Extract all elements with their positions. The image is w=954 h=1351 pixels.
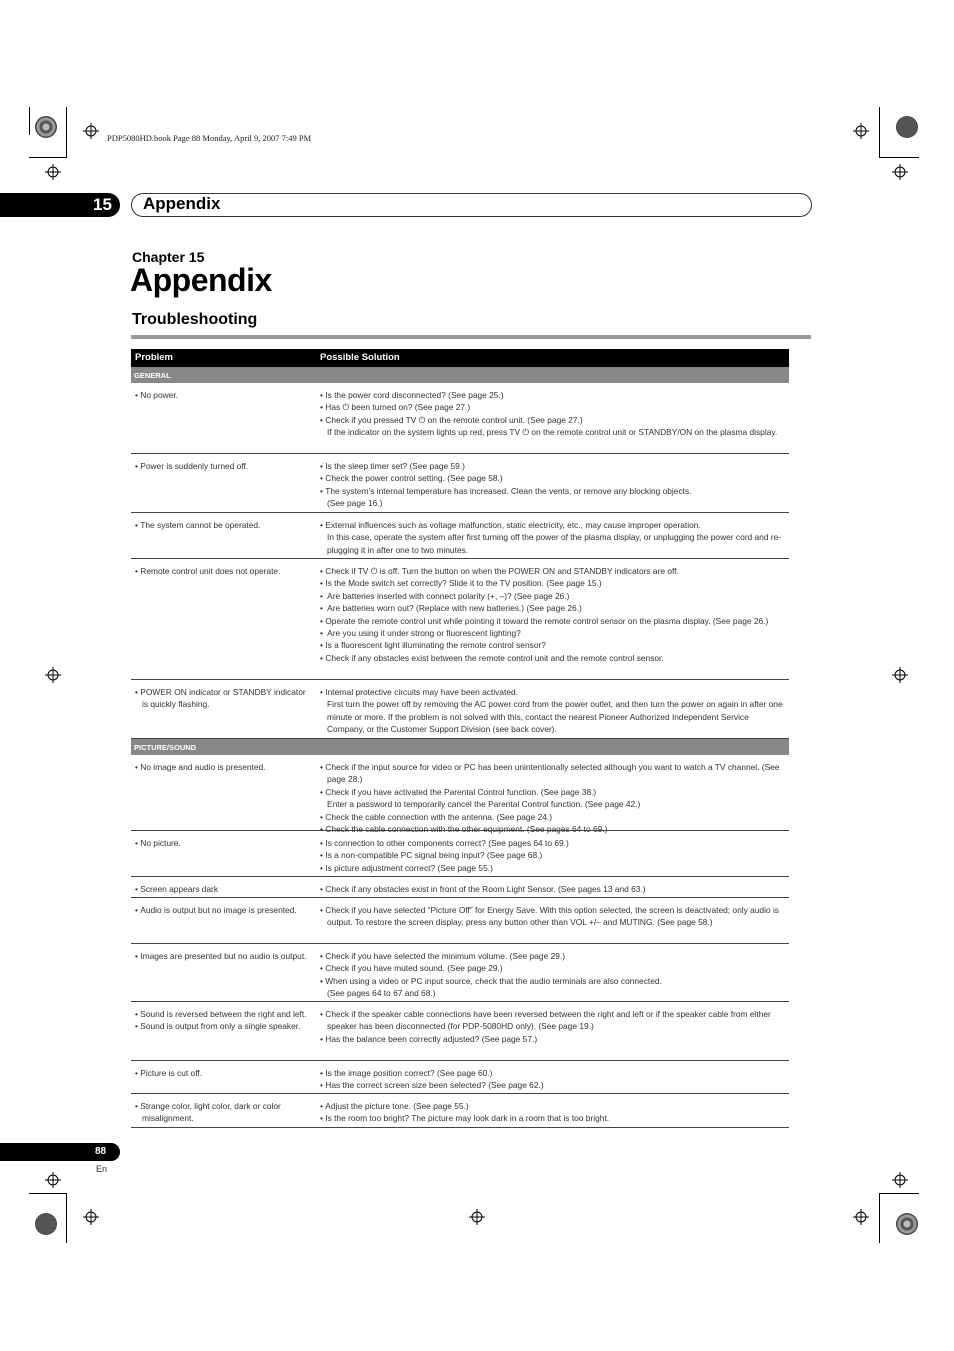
table-header xyxy=(131,349,789,367)
solution-text: • Check if you pressed TV ⏻ on the remote control unit. (See page 27.) xyxy=(320,414,788,426)
solution-text: • Internal protective circuits may have been activated. xyxy=(320,686,788,698)
registration-mark-icon xyxy=(469,1209,485,1225)
registration-mark-icon xyxy=(45,164,61,180)
category-bar xyxy=(131,739,789,755)
problem-cell xyxy=(135,389,313,401)
book-slug-line: PDP5080HD.book Page 88 Monday, April 9, 2007 7:49 PM xyxy=(107,133,312,143)
category-label: PICTURE/SOUND xyxy=(134,743,197,752)
column-header-problem: Problem xyxy=(135,352,174,363)
table-row xyxy=(131,1094,789,1128)
solution-text: • Are you using it under strong or fluorescent lighting? xyxy=(320,627,788,639)
solution-text: • Is the Mode switch set correctly? Slide it to the TV position. (See page 15.) xyxy=(320,577,788,589)
table-row xyxy=(131,1061,789,1094)
problem-cell xyxy=(135,1100,313,1125)
solution-text: • The system’s internal temperature has increased. Clean the vents, or remove any blocking objects. xyxy=(320,485,788,497)
solution-text: • Check if any obstacles exist in front of the Room Light Sensor. (See pages 13 and 63.) xyxy=(320,883,788,895)
troubleshooting-table xyxy=(131,349,789,1128)
solution-cell xyxy=(320,565,788,664)
solution-text: • When using a video or PC input source, check that the audio terminals are also connected. xyxy=(320,975,788,987)
solution-cell xyxy=(320,883,788,895)
solution-text: • Has ⏻ been turned on? (See page 27.) xyxy=(320,401,788,413)
color-bar-rosette xyxy=(896,1213,918,1235)
solution-text: First turn the power off by removing the AC power cord from the power outlet, and then turn the power on again in after one minute or more. If the problem is not solved with this, contact the nearest Pioneer Authorized Independent Service Company, or the Customer Support Division (see back cover). xyxy=(327,699,783,735)
registration-mark-icon xyxy=(45,1172,61,1188)
solution-text: (See pages 64 to 67 and 68.) xyxy=(327,988,436,999)
problem-text: • Sound is reversed between the right and left. xyxy=(135,1008,313,1020)
table-row xyxy=(131,831,789,877)
solution-text: • Has the correct screen size been selected? (See page 62.) xyxy=(320,1079,788,1091)
solution-cell xyxy=(320,1067,788,1092)
chapter-number: 15 xyxy=(93,195,112,214)
table-row xyxy=(131,898,789,944)
solution-text: • Check if you have activated the Parental Control function. (See page 38.) xyxy=(320,786,788,798)
solution-text: • Check if you have selected “Picture Off” for Energy Save. With this option selected, the screen is deactivated; only audio is output. To restore the screen display, press any button other than VOL +/– and MUTING. (See page 58.) xyxy=(320,904,788,929)
category-label: GENERAL xyxy=(134,371,171,380)
solution-text: • Check the cable connection with the other equipment. (See pages 64 to 69.) xyxy=(320,823,788,835)
table-row xyxy=(131,680,789,739)
problem-cell xyxy=(135,1067,313,1079)
solution-text: • Is connection to other components correct? (See pages 64 to 69.) xyxy=(320,837,788,849)
solution-text: • Is a non-compatible PC signal being input? (See page 68.) xyxy=(320,849,788,861)
problem-cell xyxy=(135,761,313,773)
solution-cell xyxy=(320,519,788,556)
problem-cell xyxy=(135,1008,313,1033)
problem-text: • Strange color, light color, dark or color misalignment. xyxy=(135,1100,313,1125)
registration-mark-icon xyxy=(853,123,869,139)
solution-cell xyxy=(320,1008,788,1045)
solution-text: If the indicator on the system lights up red, press TV ⏻ on the remote control unit or STANDBY/ON on the plasma display. xyxy=(327,427,778,438)
table-row xyxy=(131,755,789,835)
running-header-title: Appendix xyxy=(143,194,221,213)
table-row xyxy=(131,944,789,1002)
solution-text: • Adjust the picture tone. (See page 55.) xyxy=(320,1100,788,1112)
solution-text: • External influences such as voltage malfunction, static electricity, etc., may cause improper operation. xyxy=(320,519,788,531)
solution-text: • Is the power cord disconnected? (See page 25.) xyxy=(320,389,788,401)
registration-mark-icon xyxy=(83,1209,99,1225)
table-row xyxy=(131,513,789,559)
solution-text: • Is the sleep timer set? (See page 59.) xyxy=(320,460,788,472)
solution-text: • Check if the speaker cable connections have been reversed between the right and left or if the speaker cable from either speaker has been disconnected (for PDP-5080HD only). (See page 19.) xyxy=(320,1008,788,1033)
problem-text: • The system cannot be operated. xyxy=(135,519,313,531)
solution-text: (See page 16.) xyxy=(327,498,383,509)
problem-cell xyxy=(135,519,313,531)
problem-text: • No power. xyxy=(135,389,313,401)
solution-text: • Check if TV ⏻ is off. Turn the button on when the POWER ON and STANDBY indicators are off. xyxy=(320,565,788,577)
problem-cell xyxy=(135,950,313,962)
section-title: Troubleshooting xyxy=(132,311,258,328)
solution-cell xyxy=(320,389,788,439)
solution-text: • Is the image position correct? (See page 60.) xyxy=(320,1067,788,1079)
solution-text: • Has the balance been correctly adjusted? (See page 57.) xyxy=(320,1033,788,1045)
solution-text: • Is a fluorescent light illuminating the remote control sensor? xyxy=(320,639,788,651)
category-bar xyxy=(131,367,789,383)
solution-text: • Is the room too bright? The picture may look dark in a room that is too bright. xyxy=(320,1112,788,1124)
problem-text: • No image and audio is presented. xyxy=(135,761,313,773)
problem-cell xyxy=(135,837,313,849)
solution-text: • Is picture adjustment correct? (See page 55.) xyxy=(320,862,788,874)
registration-mark-icon xyxy=(83,123,99,139)
registration-mark-icon xyxy=(853,1209,869,1225)
problem-text: • No picture. xyxy=(135,837,313,849)
table-row xyxy=(131,559,789,680)
solution-text: • Check the cable connection with the antenna. (See page 24.) xyxy=(320,811,788,823)
solution-text: • Check if the input source for video or PC has been unintentionally selected although you want to watch a TV channel. (See page 28.) xyxy=(320,761,788,786)
solution-cell xyxy=(320,837,788,874)
solution-cell xyxy=(320,460,788,510)
column-header-solution: Possible Solution xyxy=(320,352,400,363)
problem-text: • Sound is output from only a single speaker. xyxy=(135,1020,313,1032)
solution-text: In this case, operate the system after first turning off the power of the plasma display, or unplugging the power cord and re-plugging it in after one to two minutes. xyxy=(327,532,782,555)
page-number: 88 xyxy=(95,1146,107,1157)
problem-text: • Audio is output but no image is presented. xyxy=(135,904,313,916)
solution-cell xyxy=(320,904,788,929)
registration-mark-icon xyxy=(892,1172,908,1188)
problem-text: • Picture is cut off. xyxy=(135,1067,313,1079)
problem-cell xyxy=(135,883,313,895)
solution-text: • Are batteries inserted with connect polarity (+, –)? (See page 26.) xyxy=(320,590,788,602)
solution-text: • Are batteries worn out? (Replace with new batteries.) (See page 26.) xyxy=(320,602,788,614)
page-language: En xyxy=(96,1164,108,1174)
problem-cell xyxy=(135,460,313,472)
chapter-label: Chapter 15 xyxy=(132,249,205,265)
solution-text: • Check if any obstacles exist between the remote control unit and the remote control sensor. xyxy=(320,652,788,664)
page-title: Appendix xyxy=(130,262,272,298)
running-header-bar xyxy=(131,193,812,217)
problem-cell xyxy=(135,904,313,916)
problem-text: • Images are presented but no audio is output. xyxy=(135,950,313,962)
table-row xyxy=(131,383,789,454)
color-bar-rosette xyxy=(896,116,918,138)
solution-text: • Operate the remote control unit while pointing it toward the remote control sensor on the plasma display. (See page 26.) xyxy=(320,615,788,627)
problem-cell xyxy=(135,686,313,711)
solution-cell xyxy=(320,761,788,835)
registration-mark-icon xyxy=(45,667,61,683)
color-bar-rosette xyxy=(35,116,57,138)
table-row xyxy=(131,1002,789,1061)
solution-cell xyxy=(320,686,788,736)
registration-mark-icon xyxy=(892,164,908,180)
table-row xyxy=(131,877,789,898)
problem-text: • Power is suddenly turned off. xyxy=(135,460,313,472)
solution-text: • Check if you have selected the minimum volume. (See page 29.) xyxy=(320,950,788,962)
section-divider xyxy=(131,335,811,339)
problem-text: • Screen appears dark xyxy=(135,883,313,895)
table-body xyxy=(131,367,789,1128)
registration-mark-icon xyxy=(892,667,908,683)
problem-cell xyxy=(135,565,313,577)
solution-cell xyxy=(320,1100,788,1125)
solution-text: • Check if you have muted sound. (See page 29.) xyxy=(320,962,788,974)
problem-text: • Remote control unit does not operate. xyxy=(135,565,313,577)
solution-text: • Check the power control setting. (See page 58.) xyxy=(320,472,788,484)
color-bar-rosette xyxy=(35,1213,57,1235)
table-row xyxy=(131,454,789,513)
problem-text: • POWER ON indicator or STANDBY indicator is quickly flashing. xyxy=(135,686,313,711)
solution-cell xyxy=(320,950,788,1000)
solution-text: Enter a password to temporarily cancel the Parental Control function. (See page 42.) xyxy=(327,799,641,810)
